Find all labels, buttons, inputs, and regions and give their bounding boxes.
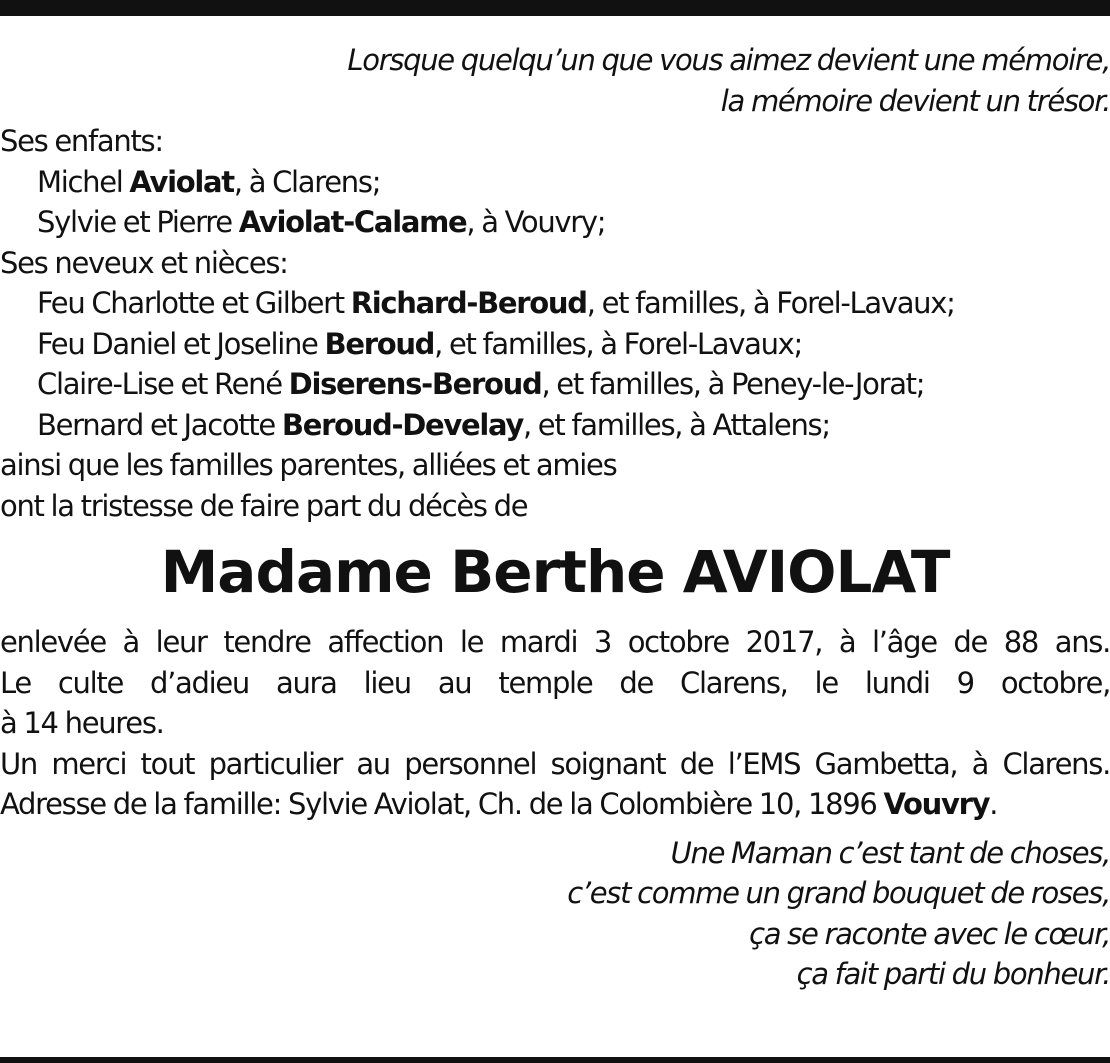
poem-line-4: ça fait parti du bonheur. xyxy=(796,957,1110,991)
poem-line-1: Une Maman c’est tant de choses, xyxy=(670,835,1110,870)
deceased-name: Madame Berthe AVIOLAT xyxy=(160,538,950,606)
bottom-rule xyxy=(0,1057,1110,1063)
nephew-surname: Diserens-Beroud xyxy=(288,367,542,401)
nephew-line: Bernard et Jacotte Beroud-Develay, et familles, à Attalens; xyxy=(37,407,830,442)
nephews-heading: Ses neveux et nièces: xyxy=(0,245,288,280)
child-line: Michel Aviolat, à Clarens; xyxy=(37,164,381,199)
children-heading: Ses enfants: xyxy=(0,124,163,158)
address-city: Vouvry xyxy=(883,787,990,821)
nephew-line: Feu Charlotte et Gilbert Richard-Beroud, et familles, à Forel-Lavaux; xyxy=(37,286,955,320)
nephew-surname: Beroud xyxy=(324,326,435,361)
thanks-line: Un merci tout particulier au personnel soignant de l’EMS Gambetta, à Clarens. xyxy=(0,746,1110,781)
child-line: Sylvie et Pierre Aviolat-Calame, à Vouvry; xyxy=(37,205,606,239)
epigraph-line-2: la mémoire devient un trésor. xyxy=(720,83,1110,118)
closing-line-2: ont la tristesse de faire part du décès de xyxy=(0,488,528,523)
epigraph-line-1: Lorsque quelqu’un que vous aimez devient une mémoire, xyxy=(347,43,1110,77)
poem-line-2: c’est comme un grand bouquet de roses, xyxy=(567,876,1110,910)
service-line-1: Le culte d’adieu aura lieu au temple de Clarens, le lundi 9 octobre, xyxy=(0,665,1110,700)
child-surname: Aviolat xyxy=(129,164,234,199)
nephew-surname: Beroud-Develay xyxy=(281,407,523,442)
poem-line-3: ça se raconte avec le cœur, xyxy=(749,916,1110,951)
closing-line-1: ainsi que les familles parentes, alliées et amies xyxy=(0,448,617,482)
family-address: Adresse de la famille: Sylvie Aviolat, Ch. de la Colombière 10, 1896 Vouvry. xyxy=(0,787,998,821)
nephew-surname: Richard-Beroud xyxy=(350,286,587,320)
nephew-line: Feu Daniel et Joseline Beroud, et familles, à Forel-Lavaux; xyxy=(37,326,802,361)
child-surname: Aviolat-Calame xyxy=(238,205,467,239)
service-line-2: à 14 heures. xyxy=(0,706,164,740)
nephew-line: Claire-Lise et René Diserens-Beroud, et familles, à Peney-le-Jorat; xyxy=(37,367,925,401)
obituary-notice xyxy=(0,40,1110,995)
death-announcement: enlevée à leur tendre affection le mardi 3 octobre 2017, à l’âge de 88 ans. xyxy=(0,625,1110,659)
top-rule xyxy=(0,0,1110,16)
